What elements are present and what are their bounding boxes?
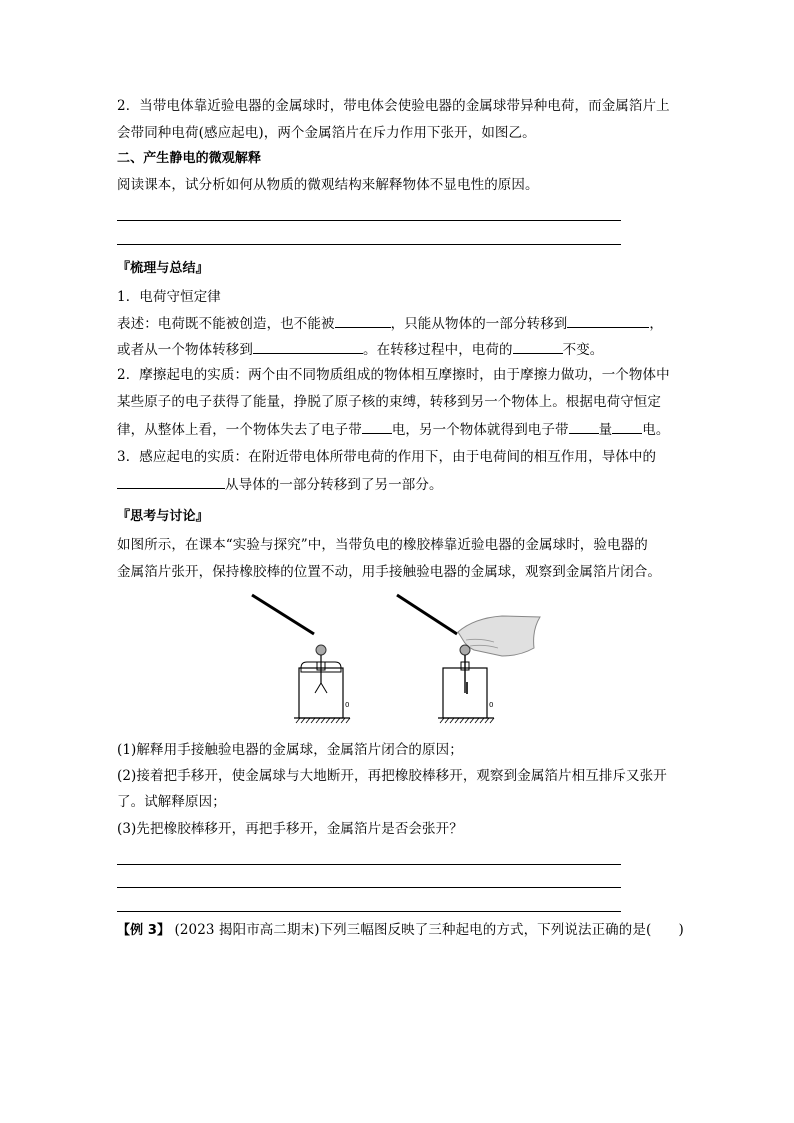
paragraph-line: 会带同种电荷(感应起电)，两个金属箔片在斥力作用下张开，如图乙。	[117, 125, 536, 141]
answer-line	[117, 244, 621, 245]
summary-item-line	[117, 474, 677, 495]
example-line	[117, 920, 684, 941]
summary-item-line	[117, 419, 677, 440]
question-line: (2)接着把手移开，使金属球与大地断开，再把橡胶棒移开，观察到金属箔片相互排斥又张开	[117, 768, 667, 784]
answer-line	[117, 887, 621, 888]
fill-blank[interactable]	[362, 419, 392, 434]
fill-blank[interactable]	[567, 313, 649, 328]
text-segment: 表述：电荷既不能被创造，也不能被	[117, 316, 335, 332]
question-line: (1)解释用手接触验电器的金属球，金属箔片闭合的原因；	[117, 742, 463, 758]
svg-text:0: 0	[345, 701, 350, 709]
fill-blank[interactable]	[569, 419, 599, 434]
fill-blank[interactable]	[335, 313, 391, 328]
metal-foil	[321, 683, 327, 693]
summary-item-line: 3．感应起电的实质：在附近带电体所带电荷的作用下，由于电荷间的相互作用，导体中的	[117, 449, 657, 465]
summary-item-line	[117, 313, 677, 334]
fill-blank[interactable]	[117, 474, 225, 489]
rubber-rod	[397, 595, 457, 634]
text-segment: 量	[598, 422, 613, 438]
text-segment: 不变。	[562, 342, 604, 358]
discussion-line: 如图所示，在课本“实验与探究”中，当带负电的橡胶棒靠近验电器的金属球时，验电器的	[117, 537, 648, 553]
example-label: 【例 3】	[117, 923, 171, 938]
electroscope-right	[397, 595, 540, 723]
metal-ball	[460, 645, 470, 655]
paragraph-line: 2．当带电体靠近验电器的金属球时，带电体会使验电器的金属球带异种电荷，而金属箔片上	[117, 98, 670, 114]
answer-line	[117, 220, 621, 221]
fill-blank[interactable]	[612, 419, 642, 434]
text-segment: 或者从一个物体转移到	[117, 342, 253, 358]
metal-ball	[316, 645, 326, 655]
text-segment: 。在转移过程中，电荷的	[363, 342, 513, 358]
section-heading: 二、产生静电的微观解释	[117, 151, 262, 166]
fill-blank[interactable]	[513, 339, 563, 354]
metal-foil	[315, 683, 321, 693]
question-line: 了。试解释原因；	[117, 794, 226, 810]
summary-item-line	[117, 339, 677, 360]
text-segment: ，	[649, 316, 664, 332]
summary-item-line: 2．摩擦起电的实质：两个由不同物质组成的物体相互摩擦时，由于摩擦力做功，一个物体中	[117, 367, 670, 383]
summary-item-title: 1．电荷守恒定律	[117, 289, 221, 305]
electroscope-figure	[244, 590, 544, 730]
answer-line	[117, 911, 621, 912]
text-segment: ，只能从物体的一部分转移到	[390, 316, 568, 332]
text-segment: 从导体的一部分转移到了另一部分。	[225, 477, 443, 493]
discussion-line: 金属箔片张开，保持橡胶棒的位置不动，用手接触验电器的金属球，观察到金属箔片闭合。	[117, 564, 661, 580]
discussion-heading: 『思考与讨论』	[117, 509, 209, 524]
rubber-rod	[252, 595, 314, 634]
question-line: (3)先把橡胶棒移开，再把手移开，金属箔片是否会张开？	[117, 821, 463, 837]
text-segment: 电，另一个物体就得到电子带	[391, 422, 569, 438]
example-text: 下列三幅图反映了三种起电的方式，下列说法正确的是( )	[319, 922, 684, 938]
answer-line	[117, 864, 621, 865]
text-segment: 律，从整体上看，一个物体失去了电子带	[117, 422, 362, 438]
text-segment: 电。	[642, 422, 670, 438]
summary-heading: 『梳理与总结』	[117, 261, 209, 276]
fill-blank[interactable]	[253, 339, 363, 354]
example-source: (2023 揭阳市高二期末)	[174, 922, 320, 938]
svg-text:0: 0	[489, 701, 494, 709]
section-prompt: 阅读课本，试分析如何从物质的微观结构来解释物体不显电性的原因。	[117, 177, 539, 193]
electroscope-left	[252, 595, 350, 723]
summary-item-line: 某些原子的电子获得了能量，挣脱了原子核的束缚，转移到另一个物体上。根据电荷守恒定	[117, 394, 661, 410]
